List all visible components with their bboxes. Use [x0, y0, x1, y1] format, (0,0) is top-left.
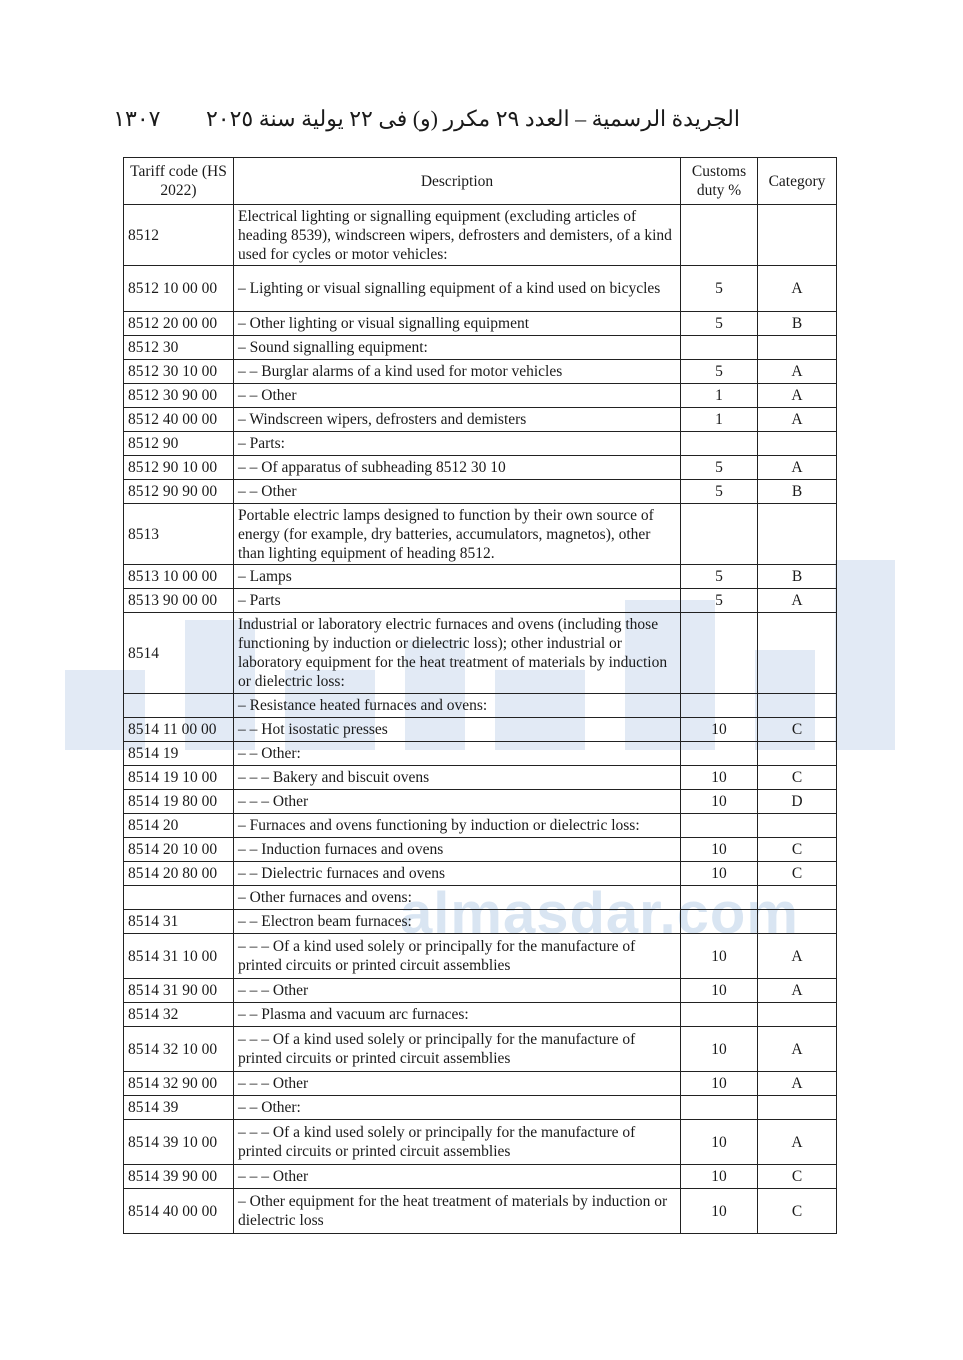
description-cell: – Parts	[234, 589, 681, 613]
table-row	[124, 613, 837, 694]
description-cell: – – Of apparatus of subheading 8512 30 10	[234, 456, 681, 480]
table-row	[124, 1189, 837, 1234]
tariff-code-cell: 8512 40 00 00	[124, 408, 234, 432]
category-cell	[758, 1096, 837, 1120]
table-row	[124, 266, 837, 312]
table-row	[124, 766, 837, 790]
table-row	[124, 694, 837, 718]
description-cell: – Parts:	[234, 432, 681, 456]
duty-cell: 5	[681, 266, 758, 312]
duty-cell: 1	[681, 408, 758, 432]
description-cell: – Resistance heated furnaces and ovens:	[234, 694, 681, 718]
duty-cell	[681, 910, 758, 934]
tariff-code-cell	[124, 694, 234, 718]
duty-cell: 10	[681, 1165, 758, 1189]
duty-cell: 10	[681, 979, 758, 1003]
category-cell	[758, 694, 837, 718]
table-row	[124, 1120, 837, 1165]
description-cell: – – Other	[234, 384, 681, 408]
table-row	[124, 886, 837, 910]
tariff-code-cell: 8513	[124, 504, 234, 565]
duty-cell	[681, 886, 758, 910]
category-cell: A	[758, 360, 837, 384]
category-cell	[758, 432, 837, 456]
tariff-code-cell: 8512 30	[124, 336, 234, 360]
description-cell: – – Other	[234, 480, 681, 504]
description-cell: Portable electric lamps designed to function by their own source of energy (for example, dry batteries, accumulators, magnetos), other than lighting equipment of heading 8512.	[234, 504, 681, 565]
description-cell: – – Dielectric furnaces and ovens	[234, 862, 681, 886]
description-cell: – – Induction furnaces and ovens	[234, 838, 681, 862]
table-row	[124, 408, 837, 432]
description-cell: – – – Of a kind used solely or principally for the manufacture of printed circuits or printed circuit assemblies	[234, 934, 681, 979]
table-row	[124, 480, 837, 504]
tariff-code-cell: 8514 20	[124, 814, 234, 838]
description-cell: – – Electron beam furnaces:	[234, 910, 681, 934]
description-cell: – – Hot isostatic presses	[234, 718, 681, 742]
duty-cell	[681, 613, 758, 694]
table-row	[124, 1165, 837, 1189]
category-cell	[758, 910, 837, 934]
description-cell: – Lamps	[234, 565, 681, 589]
duty-cell	[681, 694, 758, 718]
category-cell	[758, 814, 837, 838]
description-cell: – – Other:	[234, 1096, 681, 1120]
table-row	[124, 979, 837, 1003]
category-cell: A	[758, 408, 837, 432]
duty-cell: 10	[681, 838, 758, 862]
column-header-duty: Customs duty %	[681, 158, 758, 205]
description-cell: Industrial or laboratory electric furnaces and ovens (including those functioning by induction or dielectric loss); other industrial or laboratory equipment for the heat treatment of materials by induction or dielectric loss:	[234, 613, 681, 694]
category-cell	[758, 504, 837, 565]
duty-cell: 10	[681, 934, 758, 979]
table-row	[124, 742, 837, 766]
category-cell	[758, 742, 837, 766]
table-row	[124, 1072, 837, 1096]
tariff-code-cell: 8514 11 00 00	[124, 718, 234, 742]
description-cell: – Other lighting or visual signalling equipment	[234, 312, 681, 336]
duty-cell	[681, 432, 758, 456]
duty-cell	[681, 504, 758, 565]
category-cell: C	[758, 1189, 837, 1234]
duty-cell: 10	[681, 1120, 758, 1165]
duty-cell: 1	[681, 384, 758, 408]
tariff-code-cell: 8514 19 80 00	[124, 790, 234, 814]
category-cell: A	[758, 1120, 837, 1165]
tariff-code-cell: 8514 31	[124, 910, 234, 934]
category-cell: A	[758, 1072, 837, 1096]
category-cell: C	[758, 862, 837, 886]
duty-cell: 10	[681, 790, 758, 814]
page-number: ١٣٠٧	[113, 106, 161, 131]
description-cell: – – – Other	[234, 1072, 681, 1096]
tariff-code-cell: 8512	[124, 205, 234, 266]
table-row	[124, 336, 837, 360]
tariff-code-cell: 8513 10 00 00	[124, 565, 234, 589]
duty-cell	[681, 205, 758, 266]
category-cell	[758, 205, 837, 266]
tariff-code-cell: 8514 32 10 00	[124, 1027, 234, 1072]
category-cell: C	[758, 1165, 837, 1189]
tariff-code-cell: 8514 39 90 00	[124, 1165, 234, 1189]
tariff-code-cell: 8514 19	[124, 742, 234, 766]
tariff-code-cell: 8514 40 00 00	[124, 1189, 234, 1234]
tariff-code-cell: 8514 31 90 00	[124, 979, 234, 1003]
category-cell	[758, 886, 837, 910]
category-cell: A	[758, 266, 837, 312]
category-cell: C	[758, 766, 837, 790]
duty-cell: 10	[681, 1189, 758, 1234]
tariff-code-cell: 8514 39	[124, 1096, 234, 1120]
duty-cell	[681, 1096, 758, 1120]
table-row	[124, 384, 837, 408]
duty-cell: 5	[681, 565, 758, 589]
tariff-code-cell	[124, 886, 234, 910]
duty-cell	[681, 814, 758, 838]
table-row	[124, 360, 837, 384]
duty-cell: 10	[681, 1072, 758, 1096]
category-cell: C	[758, 838, 837, 862]
column-header-category: Category	[758, 158, 837, 205]
category-cell: C	[758, 718, 837, 742]
table-row	[124, 565, 837, 589]
column-header-description: Description	[234, 158, 681, 205]
tariff-code-cell: 8512 10 00 00	[124, 266, 234, 312]
category-cell: A	[758, 384, 837, 408]
column-header-code: Tariff code (HS 2022)	[124, 158, 234, 205]
description-cell: – – Burglar alarms of a kind used for motor vehicles	[234, 360, 681, 384]
description-cell: – – – Of a kind used solely or principally for the manufacture of printed circuits or printed circuit assemblies	[234, 1120, 681, 1165]
tariff-code-cell: 8514	[124, 613, 234, 694]
duty-cell	[681, 742, 758, 766]
tariff-code-cell: 8512 90 10 00	[124, 456, 234, 480]
tariff-code-cell: 8512 90	[124, 432, 234, 456]
tariff-code-cell: 8512 30 10 00	[124, 360, 234, 384]
duty-cell: 5	[681, 456, 758, 480]
table-row	[124, 456, 837, 480]
duty-cell: 5	[681, 480, 758, 504]
category-cell: A	[758, 979, 837, 1003]
category-cell	[758, 1003, 837, 1027]
tariff-code-cell: 8514 19 10 00	[124, 766, 234, 790]
duty-cell: 10	[681, 766, 758, 790]
tariff-table	[123, 157, 837, 1234]
description-cell: – – – Other	[234, 790, 681, 814]
tariff-code-cell: 8514 31 10 00	[124, 934, 234, 979]
table-row	[124, 1096, 837, 1120]
table-row	[124, 862, 837, 886]
description-cell: – – – Bakery and biscuit ovens	[234, 766, 681, 790]
description-cell: – Windscreen wipers, defrosters and demisters	[234, 408, 681, 432]
description-cell: – – Plasma and vacuum arc furnaces:	[234, 1003, 681, 1027]
duty-cell: 5	[681, 589, 758, 613]
category-cell: B	[758, 480, 837, 504]
description-cell: – Furnaces and ovens functioning by induction or dielectric loss:	[234, 814, 681, 838]
duty-cell: 10	[681, 718, 758, 742]
tariff-code-cell: 8512 90 90 00	[124, 480, 234, 504]
tariff-code-cell: 8513 90 00 00	[124, 589, 234, 613]
duty-cell: 5	[681, 360, 758, 384]
tariff-code-cell: 8514 39 10 00	[124, 1120, 234, 1165]
gazette-title: الجريدة الرسمية – العدد ٢٩ مكرر (و) فى ٢٢ يولية سنة ٢٠٢٥	[205, 106, 740, 131]
description-cell: – Lighting or visual signalling equipment of a kind used on bicycles	[234, 266, 681, 312]
table-row	[124, 1003, 837, 1027]
table-row	[124, 589, 837, 613]
table-row	[124, 814, 837, 838]
category-cell: D	[758, 790, 837, 814]
description-cell: – – – Of a kind used solely or principally for the manufacture of printed circuits or printed circuit assemblies	[234, 1027, 681, 1072]
table-row	[124, 718, 837, 742]
description-cell: – – Other:	[234, 742, 681, 766]
table-row	[124, 1027, 837, 1072]
table-row	[124, 504, 837, 565]
category-cell: B	[758, 312, 837, 336]
description-cell: – Other equipment for the heat treatment of materials by induction or dielectric loss	[234, 1189, 681, 1234]
table-header-row	[124, 158, 837, 205]
table-row	[124, 432, 837, 456]
table-row	[124, 838, 837, 862]
page-header	[113, 106, 740, 132]
duty-cell: 5	[681, 312, 758, 336]
table-row	[124, 934, 837, 979]
table-row	[124, 312, 837, 336]
tariff-code-cell: 8512 20 00 00	[124, 312, 234, 336]
description-cell: – Sound signalling equipment:	[234, 336, 681, 360]
description-cell: – – – Other	[234, 979, 681, 1003]
duty-cell: 10	[681, 1027, 758, 1072]
description-cell: Electrical lighting or signalling equipment (excluding articles of heading 8539), windscreen wipers, defrosters and demisters, of a kind used for cycles or motor vehicles:	[234, 205, 681, 266]
category-cell	[758, 336, 837, 360]
tariff-code-cell: 8514 32 90 00	[124, 1072, 234, 1096]
category-cell	[758, 613, 837, 694]
category-cell: A	[758, 456, 837, 480]
table-row	[124, 790, 837, 814]
category-cell: B	[758, 565, 837, 589]
category-cell: A	[758, 589, 837, 613]
tariff-code-cell: 8514 20 80 00	[124, 862, 234, 886]
category-cell: A	[758, 1027, 837, 1072]
category-cell: A	[758, 934, 837, 979]
description-cell: – – – Other	[234, 1165, 681, 1189]
table-row	[124, 205, 837, 266]
duty-cell	[681, 336, 758, 360]
duty-cell	[681, 1003, 758, 1027]
table-row	[124, 910, 837, 934]
watermark-site: almasdar.com	[400, 881, 799, 946]
tariff-code-cell: 8514 20 10 00	[124, 838, 234, 862]
tariff-code-cell: 8514 32	[124, 1003, 234, 1027]
description-cell: – Other furnaces and ovens:	[234, 886, 681, 910]
tariff-code-cell: 8512 30 90 00	[124, 384, 234, 408]
duty-cell: 10	[681, 862, 758, 886]
